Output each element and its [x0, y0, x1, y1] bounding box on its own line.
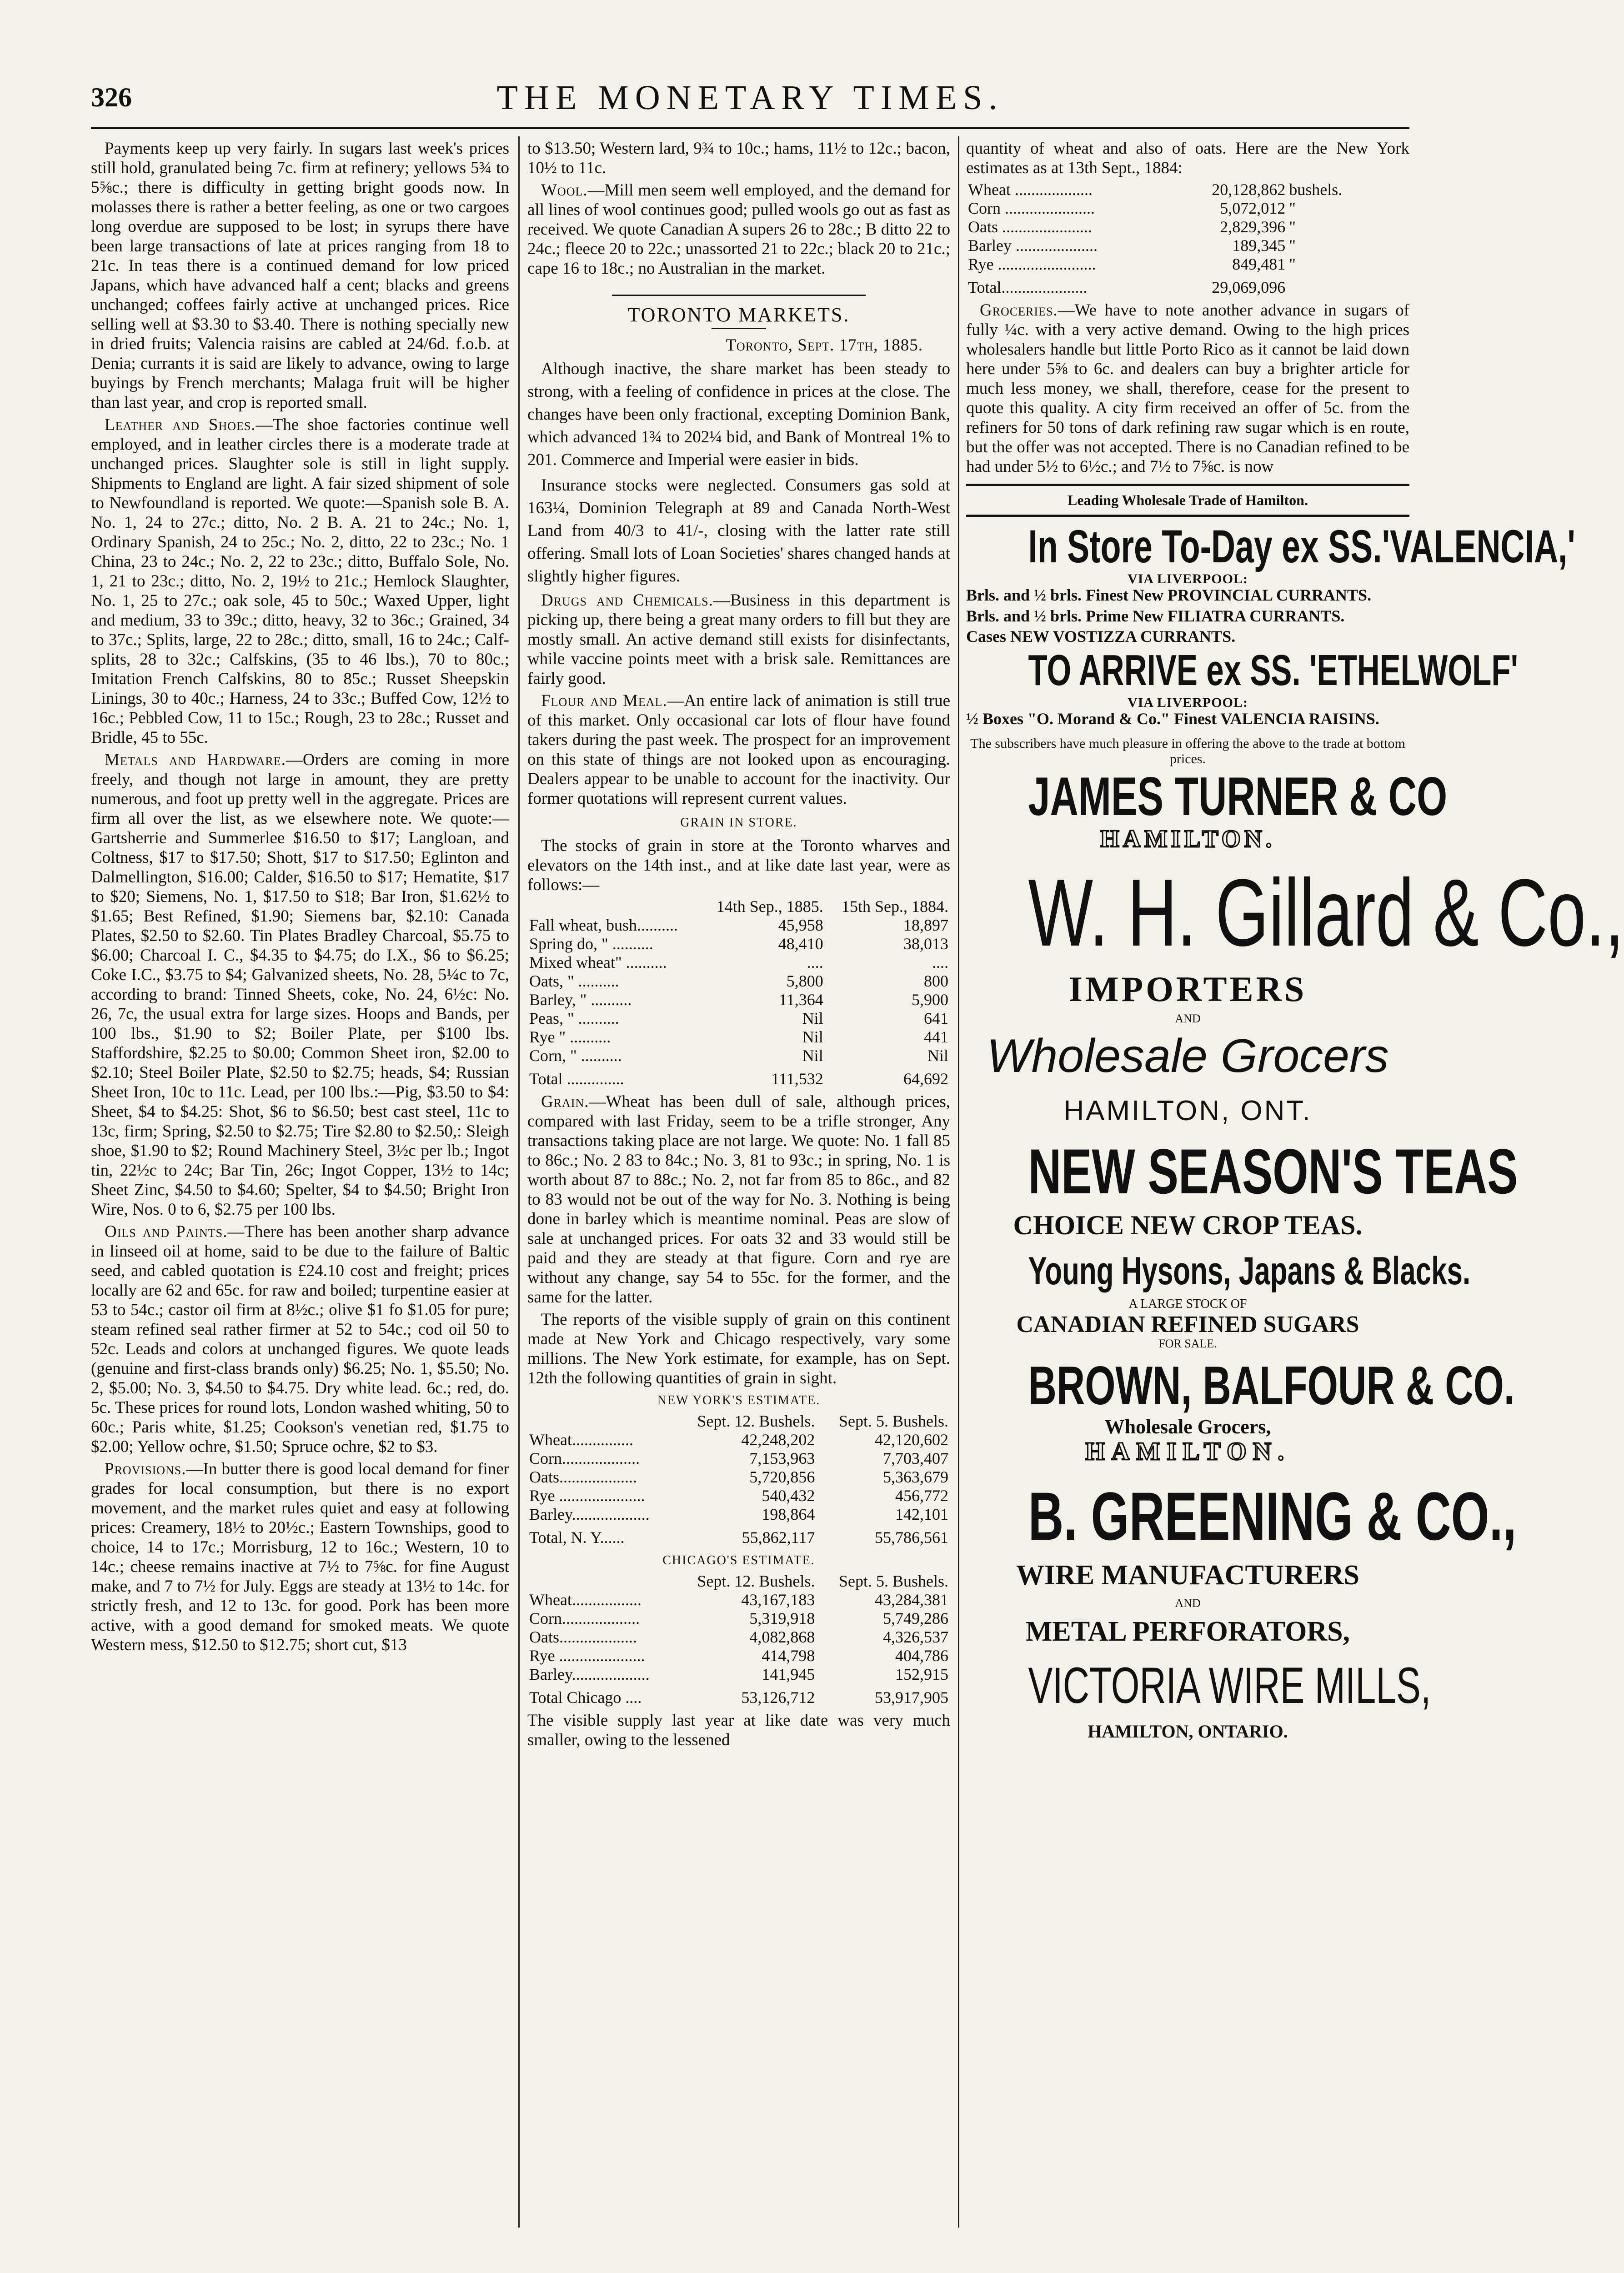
section-text: —We have to note another advance in sugars of fully ¼c. with a very active demand. Owing to the high prices wholesalers handle but little Porto Rico as it cannot be laid down here under 5⅝ to 6c. and dealers can buy a brighter article for much less money, we shall, therefore, cease for the present to quote this quality. A city firm received an offer of 5c. from the refiners for 50 tons of dark refining raw sugar which is en route, but the offer was not accepted. There is no Canadian refined to be had under 5½ to 6½c.; and 7½ to 7⅝c. is now [966, 301, 1409, 476]
table-cell: Barley................... [529, 1505, 650, 1523]
table-row [527, 1487, 950, 1505]
table-cell: Barley, " .......... [529, 991, 632, 1009]
paragraph-visible-supply: The reports of the visible supply of grain on this continent made at New York and Chicago respectively, vary some millions. The New York estimate, for example, has on Sept. 12th the following quantities of grain in sight. [527, 1310, 950, 1387]
table-row [527, 1591, 950, 1609]
table-row [966, 236, 1374, 255]
table-row [527, 1009, 950, 1028]
table-cell: 404,786 [895, 1647, 948, 1665]
section-heading: Metals and Hardware. [105, 751, 286, 769]
table-total-row [527, 1684, 950, 1707]
table-cell: 441 [924, 1028, 948, 1046]
table-row [966, 255, 1374, 274]
table-cell: Wheat ................... [968, 180, 1093, 199]
table-cell: 142,101 [895, 1505, 948, 1523]
section-text: —Mill men seem well employed, and the demand for all lines of wool continues good; pulled wools go out as fast as received. We quote Canadian A supers 26 to 28c.; B ditto 22 to 24c.; fleece 20 to 22c.; unassorted 21 to 22c.; black 20 to 21c.; cape 16 to 18c.; no Australian in the market. [527, 181, 950, 278]
section-oils [91, 1222, 509, 1457]
table-cell: Nil [802, 1028, 823, 1046]
section-wool [527, 180, 950, 278]
page-header [91, 73, 1409, 129]
ad-line: Cases NEW VOSTIZZA CURRANTS. [966, 627, 1236, 646]
table-total-row [527, 1065, 950, 1088]
table-row [527, 935, 950, 953]
table-cell: Rye " .......... [529, 1028, 611, 1046]
table-cell: 189,345 [1232, 236, 1286, 255]
table-cell: .... [807, 953, 823, 971]
ad-line: CHOICE NEW CROP TEAS. [1013, 1210, 1363, 1240]
divider [966, 484, 1409, 486]
grain-store-table [527, 897, 950, 1088]
table-cell: 141,945 [762, 1665, 815, 1683]
table-cell: Oats................... [529, 1468, 637, 1486]
section-heading: Leather and Shoes. [105, 416, 256, 434]
section-drugs [527, 591, 950, 688]
table-cell: 7,153,963 [749, 1449, 815, 1467]
ad-firm-name: W. H. Gillard & Co., [1028, 859, 1624, 966]
ad-city: HAMILTON, ONT. [1063, 1095, 1312, 1126]
table-cell: 4,326,537 [883, 1628, 948, 1646]
section-heading: Drugs and Chemicals. [541, 591, 713, 610]
divider [612, 295, 866, 296]
table-cell: Wheat................. [529, 1591, 642, 1609]
table-cell: 42,248,202 [741, 1431, 815, 1449]
table-cell: 53,917,905 [875, 1688, 948, 1707]
table-cell [1287, 274, 1374, 297]
ad-city: HAMILTON, ONTARIO. [1088, 1721, 1288, 1742]
table-row [966, 199, 1374, 218]
chicago-estimate-table [527, 1572, 950, 1707]
table-cell: 18,897 [903, 916, 948, 934]
table-cell: 849,481 [1232, 255, 1286, 273]
table-cell: Nil [802, 1009, 823, 1027]
ad-via: VIA LIVERPOOL: [1128, 695, 1248, 710]
table-cell: Peas, " .......... [529, 1009, 619, 1027]
ad-city: HAMILTON. [1100, 825, 1276, 853]
table-cell: 414,798 [762, 1647, 815, 1665]
table-cell: " [1289, 218, 1296, 236]
table-cell: 5,900 [912, 991, 948, 1009]
table-header-row [527, 1412, 950, 1431]
table-cell: Rye ..................... [529, 1647, 645, 1665]
chicago-estimate-heading: CHICAGO'S ESTIMATE. [662, 1553, 815, 1567]
table-cell: 43,167,183 [741, 1591, 815, 1609]
section-provisions [91, 1459, 509, 1655]
table-header: Sept. 5. Bushels. [838, 1572, 948, 1590]
table-cell: Oats................... [529, 1628, 637, 1646]
section-leather [91, 415, 509, 747]
table-row [966, 218, 1374, 236]
table-row [527, 1628, 950, 1647]
table-cell: Total, N. Y...... [529, 1528, 625, 1547]
ad-and: AND [1175, 1012, 1201, 1026]
table-cell: Oats ...................... [968, 218, 1092, 236]
section-heading: Wool. [541, 181, 588, 200]
table-row [527, 1468, 950, 1487]
ad-line: WIRE MANUFACTURERS [1016, 1559, 1359, 1591]
table-cell: Total Chicago .... [529, 1688, 642, 1707]
table-cell: " [1289, 199, 1296, 217]
ad-line: A LARGE STOCK OF [1128, 1297, 1247, 1311]
table-cell: 5,749,286 [883, 1609, 948, 1627]
ad-line: METAL PERFORATORS, [1025, 1616, 1350, 1647]
table-header [527, 897, 700, 916]
table-cell: 800 [924, 972, 948, 990]
table-cell: Spring do, " .......... [529, 935, 653, 953]
table-cell: Wheat............... [529, 1431, 633, 1449]
ad-line: Wholesale Grocers [987, 1029, 1389, 1082]
table-cell: 456,772 [895, 1487, 948, 1505]
ads-section-title: Leading Wholesale Trade of Hamilton. [1068, 492, 1308, 508]
ad-line: Brls. and ½ brls. Prime New FILIATRA CURRANTS. [966, 606, 1345, 625]
section-flour [527, 691, 950, 808]
advertisement-brown-balfour [966, 1135, 1518, 1466]
ad-line: IMPORTERS [1068, 969, 1307, 1009]
ad-line: Young Hysons, Japans & Blacks. [1028, 1249, 1471, 1293]
section-text: —In butter there is good local demand for finer grades for local consumption, but there is no export movement, and the market rules quiet and easy at following prices: Creamery, 18½ to 20½c.; Eastern Townships, good to choice, 14 to 17c.; Morrisburg, 12 to 16c.; Western, 10 to 14c.; cheese remains inactive at 7½ to 7⅝c. for fine August make, and 7 to 7½ for July. Eggs are steady at 13½ to 14c. for strictly fresh, and 12 to 13c. for good. Pork has been more active, with a good demand for smoked meats. We quote Western mess, $12.50 to $12.75; short cut, $13 [91, 1460, 509, 1654]
table-cell: 48,410 [778, 935, 823, 953]
grain-in-store-intro: The stocks of grain in store at the Toronto wharves and elevators on the 14th inst., and at like date last year, were as follows:— [527, 836, 950, 894]
ny-estimate-table [527, 1412, 950, 1547]
advertisement-james-turner [966, 521, 1575, 853]
table-header: Sept. 5. Bushels. [838, 1412, 948, 1430]
column-middle [527, 139, 950, 2230]
table-row [527, 953, 950, 972]
table-cell: Corn, " .......... [529, 1046, 622, 1065]
masthead: THE MONETARY TIMES. [496, 79, 1004, 117]
table-cell: 7,703,407 [883, 1449, 948, 1467]
paragraph-insurance: Insurance stocks were neglected. Consumers gas sold at 163¼, Dominion Telegraph at 89 and Canada North-West Land from 40/3 to 41/-, closing with the latter rate still offering. Small lots of Loan Societies' shares changed hands at slightly higher figures. [527, 476, 950, 586]
column-right [966, 139, 1624, 2230]
table-cell: 540,432 [762, 1487, 815, 1505]
table-cell: 5,319,918 [749, 1609, 815, 1627]
table-cell: Corn................... [529, 1609, 640, 1627]
ad-line: VICTORIA WIRE MILLS, [1028, 1657, 1431, 1714]
table-header: 15th Sep., 1884. [841, 897, 948, 916]
table-row [527, 1449, 950, 1468]
table-total-row [966, 274, 1374, 297]
paragraph-shares: Although inactive, the share market has been steady to strong, with a feeling of confidence in prices at the close. The changes have been only fractional, excepting Dominion Bank, which advanced 1¾ to 202¼ bid, and Bank of Montreal 1% to 201. Commerce and Imperial were easier in bids. [527, 360, 950, 469]
table-row [527, 1028, 950, 1046]
continued-text: quantity of wheat and also of oats. Here are the New York estimates as at 13th Sept., 1884: [966, 139, 1409, 177]
column-left [91, 139, 509, 2230]
ad-firm-name: BROWN, BALFOUR & CO. [1028, 1355, 1515, 1416]
table-cell: 641 [924, 1009, 948, 1027]
table-cell: 11,364 [779, 991, 823, 1009]
table-cell: 4,082,868 [749, 1628, 815, 1646]
closing-text: The visible supply last year at like date was very much smaller, owing to the lessened [527, 1711, 950, 1749]
table-cell: Total..................... [968, 278, 1088, 296]
table-cell: 55,786,561 [875, 1528, 948, 1547]
section-heading: Flour and Meal. [541, 691, 667, 710]
table-cell: 198,864 [762, 1505, 815, 1523]
section-text: —Business in this department is picking up, there being a great many orders to fill but they are mostly small. An active demand still exists for disinfectants, while vaccine points meet with a brisk sale. Remittances are fairly good. [527, 591, 950, 688]
table-cell: 42,120,602 [875, 1431, 948, 1449]
section-grain [527, 1092, 950, 1307]
table-row [527, 1647, 950, 1665]
grain-in-store-heading: GRAIN IN STORE. [680, 816, 797, 830]
table-cell: 53,126,712 [741, 1688, 815, 1707]
table-cell: Corn ...................... [968, 199, 1095, 217]
toronto-markets-title: TORONTO MARKETS. [627, 304, 850, 326]
table-cell: bushels. [1289, 180, 1343, 199]
table-cell: Rye ........................ [968, 255, 1096, 273]
table-row [527, 991, 950, 1009]
table-cell: Fall wheat, bush.......... [529, 916, 678, 934]
table-cell: Corn................... [529, 1449, 640, 1467]
ad-firm-name: JAMES TURNER & CO [1028, 766, 1448, 827]
section-heading: Oils and Paints. [105, 1222, 228, 1241]
table-cell: " [1289, 255, 1296, 273]
table-cell: Barley .................... [968, 236, 1098, 255]
table-header: 14th Sep., 1885. [716, 897, 823, 916]
section-metals [91, 750, 509, 1219]
ad-headline: In Store To-Day ex SS.'VALENCIA,' [1028, 521, 1575, 572]
page-number: 326 [91, 82, 132, 112]
table-header-row [527, 897, 950, 916]
table-row [527, 1665, 950, 1684]
section-text: —The shoe factories continue well employed, and in leather circles there is a moderate trade at unchanged prices. Slaughter sole is still in light supply. Shipments to England are light. A fair sized shipment of sole to Newfoundland is reported. We quote:—Spanish sole B. A. No. 1, 24 to 27c.; ditto, No. 2 B. A. 21 to 24c.; No. 1, Ordinary Spanish, 24 to 25c.; No. 2, ditto, 22 to 23c.; No. 1 China, 23 to 24c.; No. 2, 22 to 23c.; ditto, Buffalo Sole, No. 1, 21 to 23c.; ditto, No. 2, 19½ to 21c.; Hemlock Slaughter, No. 1, 25 to 27c.; oak sole, 45 to 50c.; Waxed Upper, light and medium, 33 to 39c.; ditto, heavy, 32 to 36c.; Grained, 34 to 37c.; Splits, large, 22 to 28c.; ditto, small, 16 to 24c.; Calf-splits, 28 to 32c.; Calfskins, (35 to 46 lbs.), 70 to 80c.; Imitation French Calfskins, 80 to 85c.; Russet Sheepskin Linings, 30 to 40c.; Harness, 24 to 33c.; Buffed Cow, 12½ to 16c.; Pebbled Cow, 11 to 15c.; Rough, 23 to 28c.; Russet and Bridle, 45 to 55c. [91, 416, 510, 747]
ny-1884-table [966, 180, 1374, 297]
table-row [527, 1431, 950, 1449]
table-cell: 152,915 [895, 1665, 948, 1683]
table-cell: 43,284,381 [875, 1591, 948, 1609]
table-cell: 45,958 [778, 916, 823, 934]
table-header-row [527, 1572, 950, 1591]
table-cell: 20,128,862 [1212, 180, 1286, 199]
table-total-row [527, 1524, 950, 1547]
ad-headline: NEW SEASON'S TEAS [1028, 1135, 1518, 1207]
ad-firm-name: B. GREENING & CO., [1028, 1477, 1517, 1554]
table-cell: Nil [802, 1046, 823, 1065]
table-row [527, 1609, 950, 1628]
section-heading: Grain. [541, 1092, 589, 1111]
section-text: —An entire lack of animation is still true of this market. Only occasional car lots of flour have found takers during the past week. The prospect for an improvement on this state of things are not looked upon as encouraging. Dealers appear to be unable to account for the inactivity. Our former quotations will represent current values. [527, 691, 950, 808]
table-cell: 5,800 [786, 972, 823, 990]
ad-line: Brls. and ½ brls. Finest New PROVINCIAL CURRANTS. [966, 586, 1372, 604]
ad-headline: TO ARRIVE ex SS. 'ETHELWOLF' [1028, 646, 1519, 695]
section-text: —Orders are coming in more freely, and though not large in amount, they are pretty numerous, and foot up pretty well in the aggregate. Prices are firm all over the list, as we elsewhere note. We quote:—Gartsherrie and Summerlee $16.50 to $17; Langloan, and Coltness, $17 to $17.50; Shott, $17 to $17.50; Eglinton and Dalmellington, $16.00; Calder, $16.50 to $17; Hematite, $17 to $20; Siemens, No. 1, $17.50 to $18; Bar Iron, $1.62½ to $1.65; Best Refined, $1.90; Siemens bar, $2.10: Canada Plates, $2.50 to $2.60. Tin Plates Bradley Charcoal, $5.75 to $6.00; Charcoal I. C., $4.35 to $4.75; do I.X., $6 to $6.25; Coke I.C., $3.75 to $4; Galvanized sheets, No. 28, 5¼c to 7c, according to brand: Tinned Sheets, coke, No. 24, 6½c: No. 26, 7c, the usual extra for large sizes. Hoops and Bands, per 100 lbs., $1.90 to $2; Boiler Plate, per $100 lbs. Staffordshire, $2.25 to $0.00; Common Sheet iron, $2.00 to $2.10; Steel Boiler Plate, $2.50 to $2.75; heads, $4; Russian Sheet Iron, 10c to 11c. Lead, per 100 lbs.:—Pig, $3.50 to $4: Sheet, $4 to $4.25: Shot, $6 to $6.50; best cast steel, 11c to 13c, firm; Spring, $2.50 to $2.75; Tire $2.80 to $2.50,: Sleigh shoe, $1.90 to $2; Round Machinery Steel, 3½c per lb.; Ingot tin, 22½c to 24c; Bar Tin, 26c; Ingot Copper, 13½ to 14c; Sheet Zinc, $4.50 to $4.60; Spelter, $4 to $4.50; Bright Iron Wire, Nos. 0 to 6, $2.75 per 100 lbs. [91, 751, 509, 1219]
table-cell: Mixed wheat" .......... [529, 953, 667, 971]
continued-text: to $13.50; Western lard, 9¾ to 10c.; hams, 11½ to 12c.; bacon, 10½ to 11c. [527, 139, 950, 177]
divider [966, 515, 1409, 517]
table-cell: 5,363,679 [883, 1468, 948, 1486]
table-row [966, 180, 1374, 199]
table-cell: 38,013 [903, 935, 948, 953]
table-cell: 2,829,396 [1220, 218, 1286, 236]
table-header: Sept. 12. Bushels. [697, 1572, 815, 1590]
table-cell: " [1289, 236, 1296, 255]
table-header [527, 1572, 673, 1591]
ad-note: The subscribers have much pleasure in offering the above to the trade at bottom prices. [970, 736, 1405, 767]
table-cell: 5,072,012 [1220, 199, 1286, 217]
section-text: —Wheat has been dull of sale, although prices, compared with last Friday, seem to be a trifle stronger, Any transactions taking place are not large. We quote: No. 1 fall 85 to 86c.; No. 2 83 to 84c.; No. 3, 81 to 93c.; in spring, No. 1 is worth about 87 to 88c.; No. 2, not far from 85 to 86c., and 82 to 83 would not be out of the way for No. 3. Nothing is being done in barley which is meantime nominal. Peas are slow of sale at unchanged prices. For oats 32 and 33 would still be paid and they are steady at that figure. Corn and rye are without any change, say 54 to 55c. for the former, and the same for the latter. [527, 1092, 950, 1307]
ny-estimate-heading: NEW YORK'S ESTIMATE. [657, 1393, 821, 1407]
table-cell: 5,720,856 [749, 1468, 815, 1486]
table-header: Sept. 12. Bushels. [697, 1412, 815, 1430]
section-text: —There has been another sharp advance in linseed oil at home, said to be due to the failure of Baltic seed, and cabled quotation is £24.10 cost and freight; prices locally are 62 and 65c. for raw and boiled; turpentine easier at 53 to 54c.; castor oil firm at 8½c.; olive $1 fo $1.05 for pure; steam refined seal rather firmer at 52 to 54c.; cod oil 50 to 52c. Leads and colors at unchanged figures. We quote leads (genuine and first-class brands only) $6.25; No. 1, $5.50; No. 2, $5.00; No. 3, $4.50 to $4.75. Dry white lead. 6c.; red, do. 5c. These prices for round lots, London washed whiting, 50 to 60c.; Paris white, $1.25; Cookson's venetian red, $1.75 to $2.00; Yellow ochre, $1.50; Spruce ochre, $2 to $3. [91, 1222, 509, 1456]
table-cell: Oats, " .......... [529, 972, 619, 990]
section-groceries [966, 300, 1409, 476]
table-row [527, 1505, 950, 1524]
table-cell: 55,862,117 [742, 1528, 815, 1547]
table-cell: Rye ..................... [529, 1487, 645, 1505]
table-cell: 111,532 [771, 1070, 823, 1088]
table-row [527, 972, 950, 991]
divider [712, 328, 766, 329]
table-cell: 29,069,096 [1212, 278, 1286, 296]
section-heading: Provisions. [105, 1460, 186, 1478]
ad-line: Wholesale Grocers, [1104, 1415, 1271, 1438]
paragraph-trade: Payments keep up very fairly. In sugars last week's prices still hold, granulated being 7c. firm at refinery; yellows 5¾ to 5⅝c.; there is difficulty in getting bright goods now. In molasses there is rather a better feeling, as one or two cargoes long overdue are supposed to be lost; in syrups there have been large transactions of late at prices ranging from 18 to 21c. In teas there is a continued demand for low priced Japans, which have advanced half a cent; blacks and greens unchanged; coffees fairly active at unchanged prices. Rice selling well at $3.30 to $3.40. There is nothing specially new in dried fruits; Valencia raisins are cabled at 24/6d. f.o.b. at Denia; currants it is said are likely to advance, owing to large buyings by French merchants; Malaga fruit will be higher than last year, and crop is reported small. [91, 139, 509, 412]
ad-city: HAMILTON. [1085, 1437, 1291, 1466]
column-rule [518, 136, 520, 2228]
table-cell: Barley................... [529, 1665, 650, 1683]
ad-via: VIA LIVERPOOL: [1128, 571, 1248, 586]
ad-and: AND [1175, 1596, 1201, 1610]
advertisement-greening [966, 1477, 1517, 1742]
ad-line: FOR SALE. [1158, 1337, 1217, 1350]
table-cell: 64,692 [903, 1070, 948, 1088]
table-header [527, 1412, 673, 1431]
table-cell: Total .............. [529, 1070, 624, 1088]
table-row [527, 916, 950, 935]
section-heading: Groceries. [980, 301, 1058, 320]
column-rule [958, 136, 959, 2228]
ad-line: ½ Boxes "O. Morand & Co." Finest VALENCIA RAISINS. [966, 709, 1379, 728]
ad-line: CANADIAN REFINED SUGARS [1016, 1311, 1359, 1337]
advertisement-gillard [966, 859, 1624, 1126]
dateline: Toronto, Sept. 17th, 1885. [726, 336, 923, 355]
table-row [527, 1046, 950, 1065]
table-cell: Nil [927, 1046, 948, 1065]
table-cell: .... [932, 953, 948, 971]
